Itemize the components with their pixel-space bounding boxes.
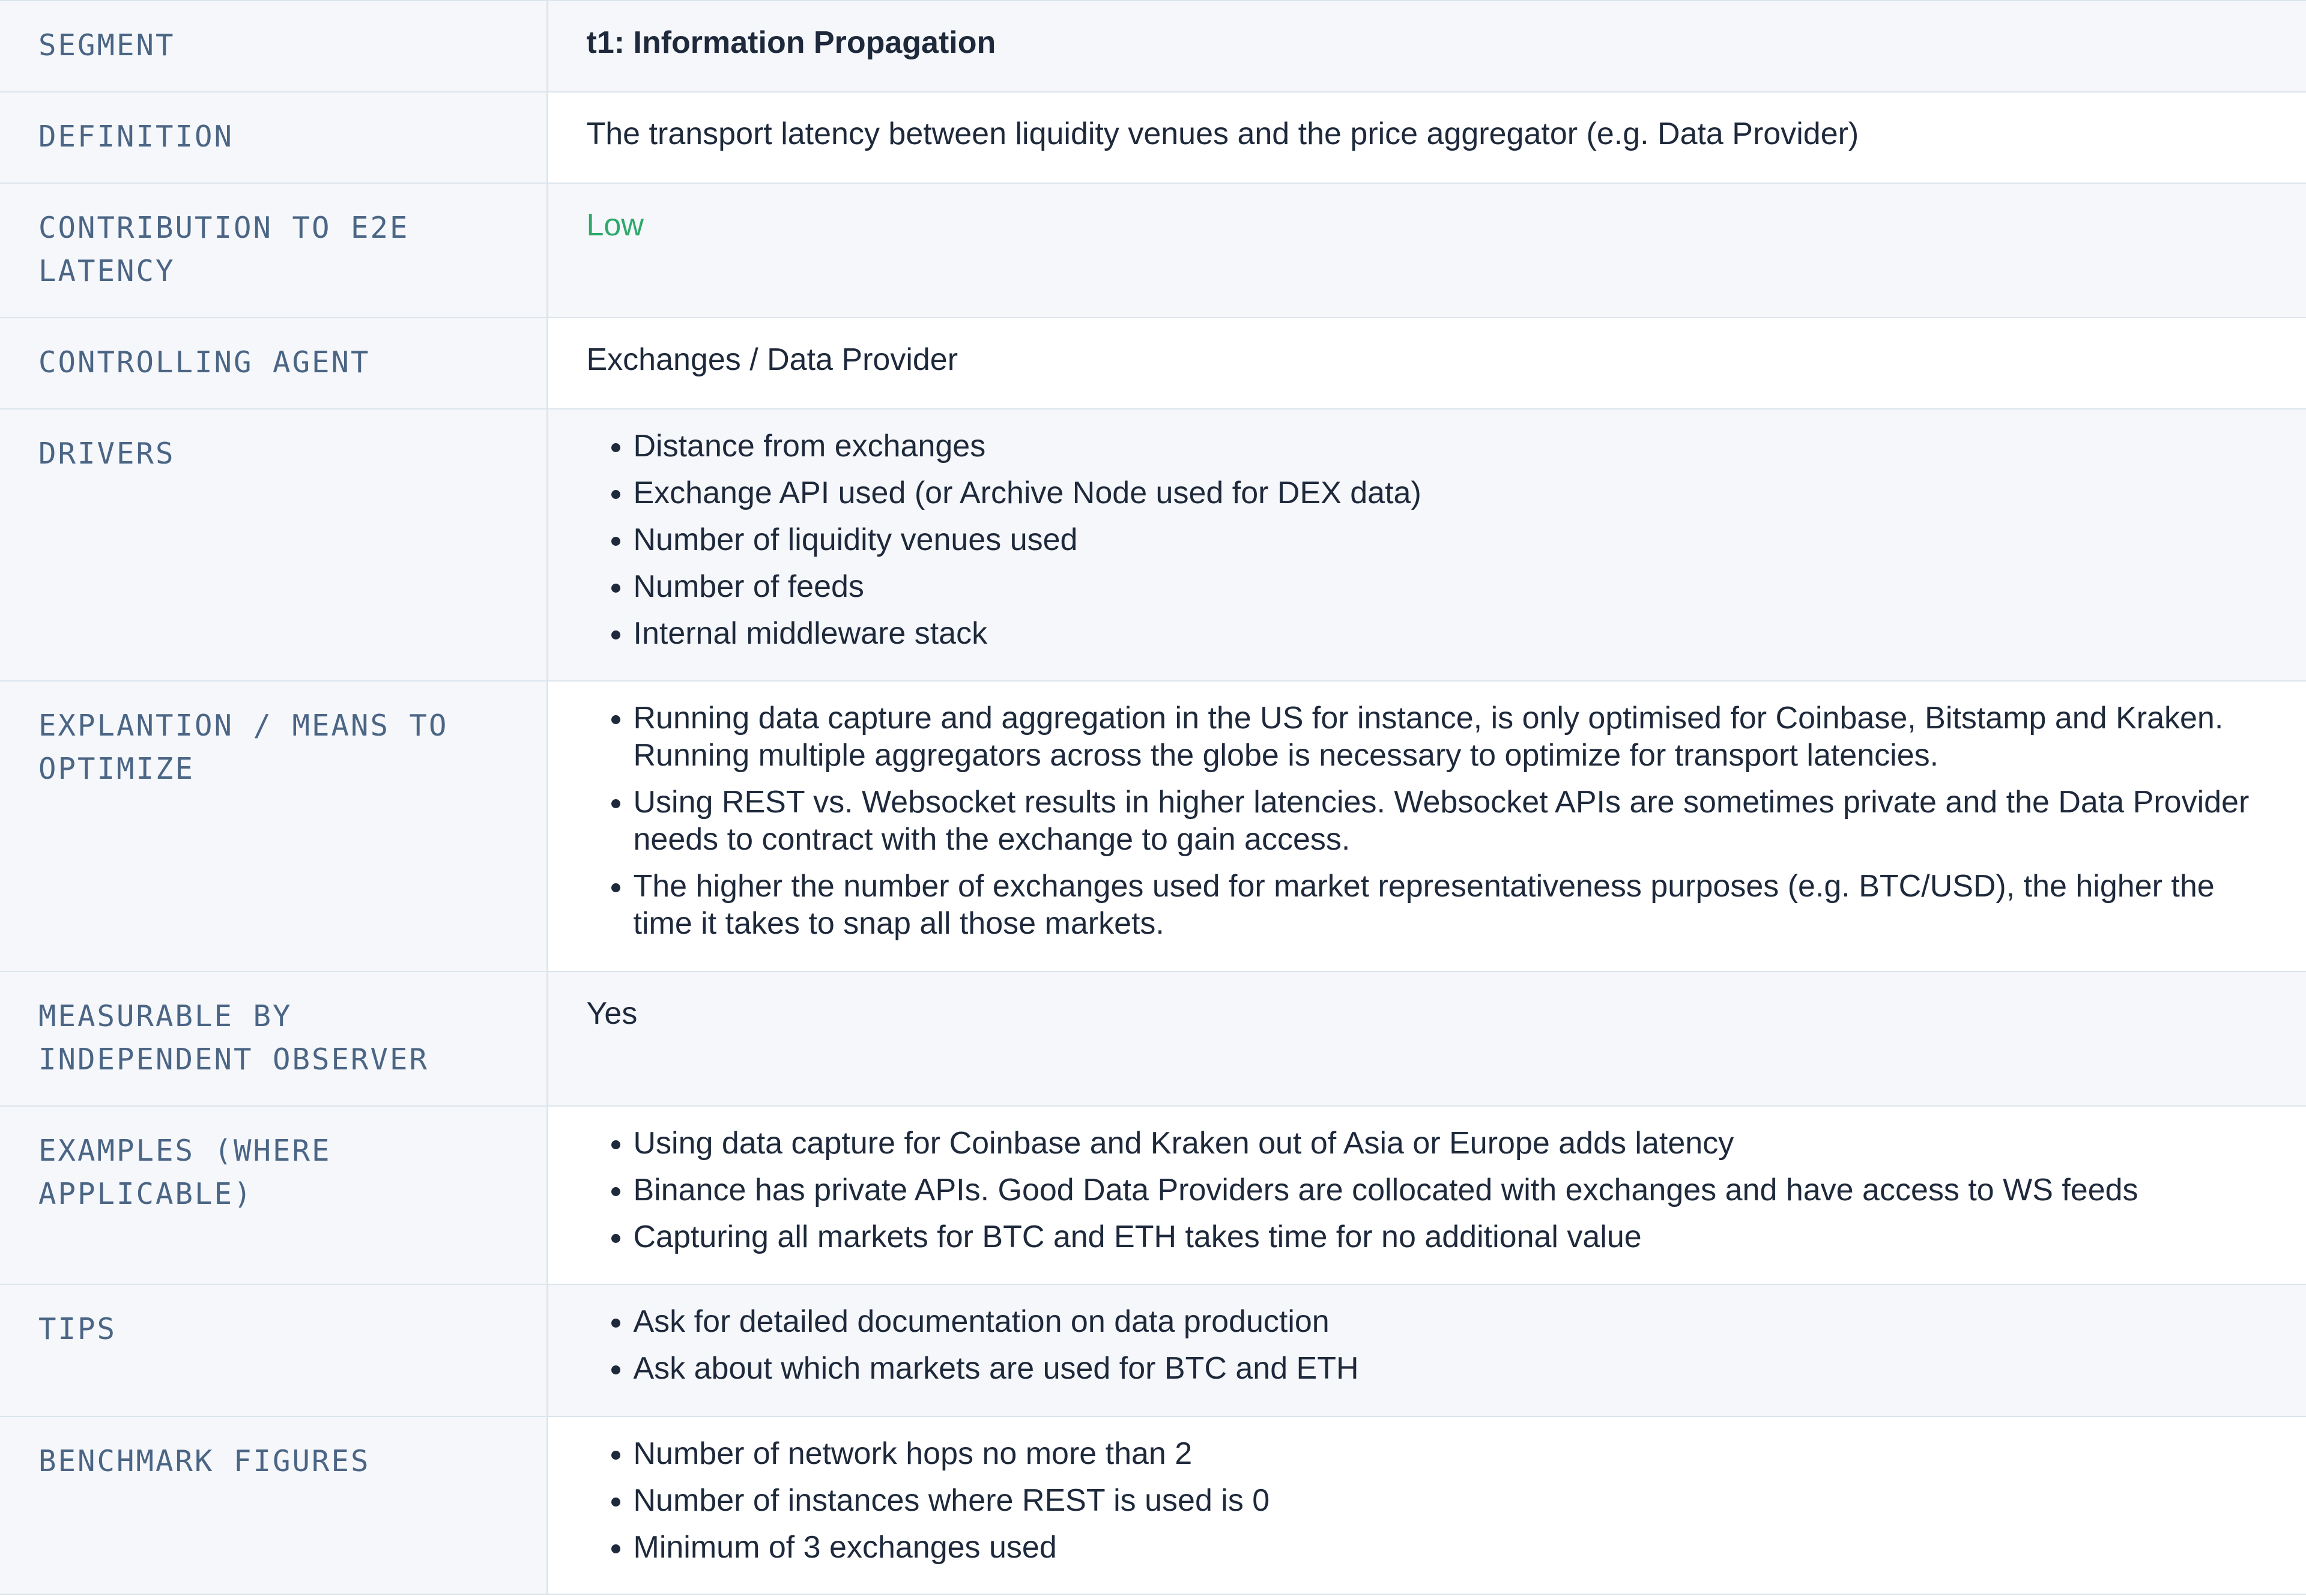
list-item: • Using REST vs. Websocket results in higher latencies. Websocket APIs are sometimes private and the Data Provider needs to contract with the exchange to gain access. — [634, 784, 2283, 858]
row-label: DRIVERS — [0, 409, 547, 681]
row-label: EXAMPLES (WHERE APPLICABLE) — [0, 1106, 547, 1284]
list-item: • The higher the number of exchanges used for market representativeness purposes (e.g. BTC/USD), the higher the time it takes to snap all those markets. — [634, 868, 2283, 942]
list-item: • Number of network hops no more than 2 — [634, 1435, 2283, 1472]
segment-title: t1: Information Propagation — [586, 25, 996, 60]
bullet-list — [587, 1303, 2283, 1387]
row-value: Yes — [547, 972, 2306, 1106]
row-label: BENCHMARK FIGURES — [0, 1416, 547, 1594]
list-item: • Internal middleware stack — [634, 615, 2283, 652]
list-item: • Capturing all markets for BTC and ETH takes time for no additional value — [634, 1218, 2283, 1256]
row-label: CONTRIBUTION TO E2E LATENCY — [0, 183, 547, 318]
row-label: EXPLANTION / MEANS TO OPTIMIZE — [0, 681, 547, 972]
row-value — [547, 183, 2306, 318]
row-value — [547, 1416, 2306, 1594]
row-definition — [0, 92, 2306, 183]
row-examples — [0, 1106, 2306, 1284]
bullet-list — [587, 700, 2283, 942]
bullet-list — [587, 1125, 2283, 1256]
row-controlling-agent — [0, 318, 2306, 409]
row-label: SEGMENT — [0, 1, 547, 92]
list-item: • Binance has private APIs. Good Data Providers are collocated with exchanges and have access to WS feeds — [634, 1171, 2283, 1209]
row-value — [547, 409, 2306, 681]
list-item: • Ask about which markets are used for BTC and ETH — [634, 1350, 2283, 1387]
row-value — [547, 1106, 2306, 1284]
row-explanation — [0, 681, 2306, 972]
row-value: Exchanges / Data Provider — [547, 318, 2306, 409]
list-item: • Using data capture for Coinbase and Kraken out of Asia or Europe adds latency — [634, 1125, 2283, 1162]
list-item: • Minimum of 3 exchanges used — [634, 1529, 2283, 1566]
row-label: DEFINITION — [0, 92, 547, 183]
list-item: • Number of liquidity venues used — [634, 521, 2283, 558]
row-tips — [0, 1284, 2306, 1416]
row-label: TIPS — [0, 1284, 547, 1416]
list-item: • Number of instances where REST is used is 0 — [634, 1482, 2283, 1519]
list-item: • Ask for detailed documentation on data production — [634, 1303, 2283, 1340]
row-measurable — [0, 972, 2306, 1106]
row-value — [547, 681, 2306, 972]
bullet-list — [587, 428, 2283, 652]
list-item: • Exchange API used (or Archive Node used for DEX data) — [634, 474, 2283, 512]
row-benchmark — [0, 1416, 2306, 1594]
row-contribution — [0, 183, 2306, 318]
row-drivers — [0, 409, 2306, 681]
row-value: The transport latency between liquidity venues and the price aggregator (e.g. Data Provider) — [547, 92, 2306, 183]
bullet-list — [587, 1435, 2283, 1566]
contribution-level: Low — [586, 208, 644, 243]
row-value — [547, 1, 2306, 92]
row-label: MEASURABLE BY INDEPENDENT OBSERVER — [0, 972, 547, 1106]
row-segment — [0, 1, 2306, 92]
row-label: CONTROLLING AGENT — [0, 318, 547, 409]
list-item: • Running data capture and aggregation in the US for instance, is only optimised for Coinbase, Bitstamp and Kraken. Running multiple aggregators across the globe is necessary to optimize for transport latencies. — [634, 700, 2283, 774]
list-item: • Distance from exchanges — [634, 428, 2283, 465]
row-value — [547, 1284, 2306, 1416]
list-item: • Number of feeds — [634, 568, 2283, 605]
